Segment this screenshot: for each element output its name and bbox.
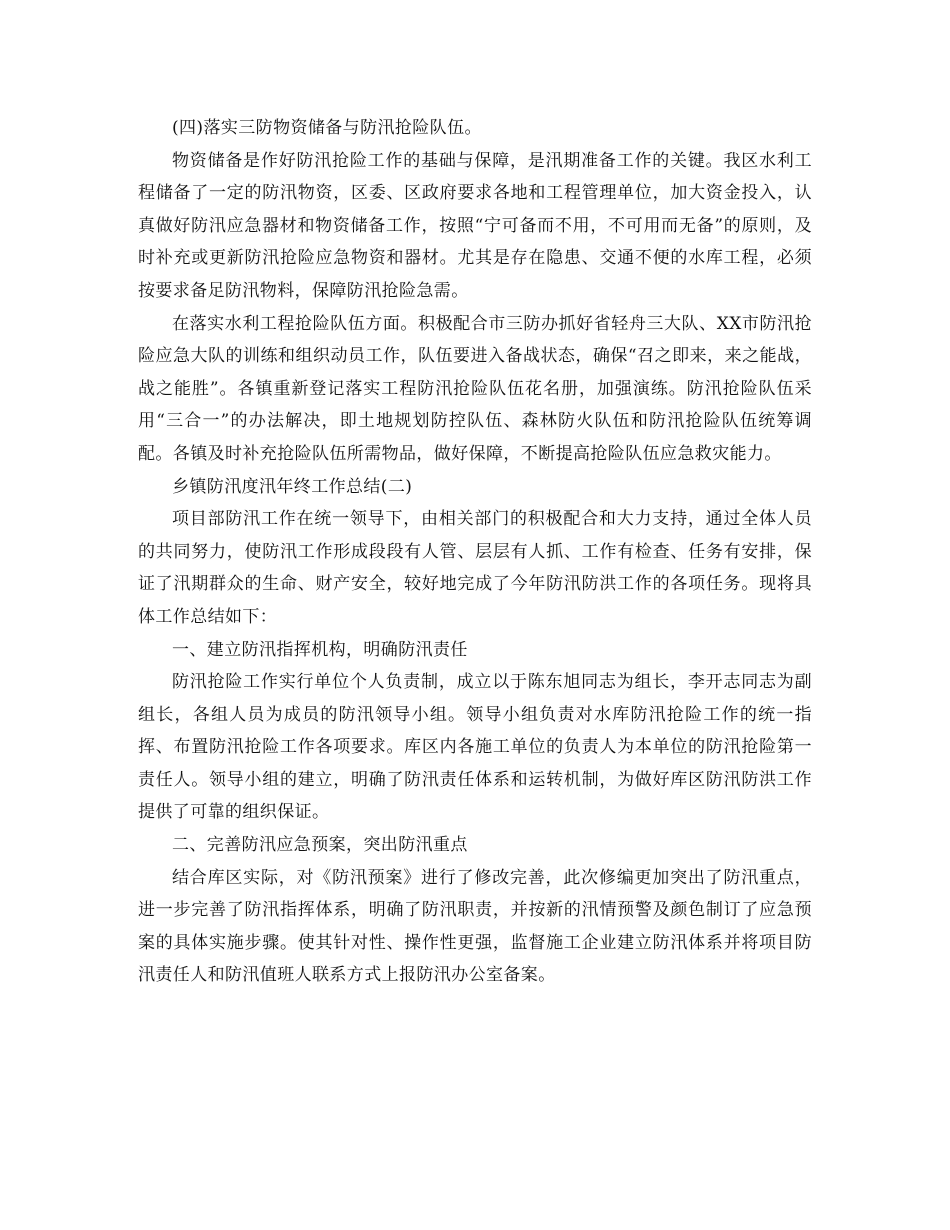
paragraph-command-structure: 防汛抢险工作实行单位个人负责制，成立以于陈东旭同志为组长，李开志同志为副组长，各组人员为成员的防汛领导小组。领导小组负责对水库防汛抢险工作的统一指挥、布置防汛抢险工作各项要求。库区内各施工单位的负责人为本单位的防汛抢险第一责任人。领导小组的建立，明确了防汛责任体系和运转机制，为做好库区防汛防洪工作提供了可靠的组织保证。 xyxy=(138,672,812,823)
paragraph-emergency-plan: 结合库区实际，对《防汛预案》进行了修改完善，此次修编更加突出了防汛重点，进一步完善了防汛指挥体系，明确了防汛职责，并按新的汛情预警及颜色制订了应急预案的具体实施步骤。使其针对性、操作性更强，监督施工企业建立防汛体系并将项目防汛责任人和防汛值班人联系方式上报防汛办公室备案。 xyxy=(138,867,812,986)
paragraph-intro: 项目部防汛工作在统一领导下，由相关部门的积极配合和大力支持，通过全体人员的共同努力，使防汛工作形成段段有人管、层层有人抓、工作有检查、任务有安排，保证了汛期群众的生命、财产安全，较好地完成了今年防汛防洪工作的各项任务。现将具体工作总结如下： xyxy=(138,509,812,627)
paragraph-materials-reserve: 物资储备是作好防汛抢险工作的基础与保障，是汛期准备工作的关键。我区水利工程储备了一定的防汛物资，区委、区政府要求各地和工程管理单位，加大资金投入，认真做好防汛应急器材和物资储备工作，按照“宁可备而不用，不可用而无备”的原则，及时补充或更新防汛抢险应急物资和器材。尤其是存在隐患、交通不便的水库工程，必须按要求备足防汛物料，保障防汛抢险急需。 xyxy=(138,150,812,301)
document-subtitle: 乡镇防汛度汛年终工作总结(二) xyxy=(172,476,413,497)
section-heading-emergency-plan: 二、完善防汛应急预案，突出防汛重点 xyxy=(172,835,468,856)
section-heading-command-structure: 一、建立防汛指挥机构，明确防汛责任 xyxy=(172,639,468,660)
paragraph-rescue-team: 在落实水利工程抢险队伍方面。积极配合市三防办抓好省轻舟三大队、XX市防汛抢险应急大队的训练和组织动员工作，队伍要进入备战状态，确保“召之即来，来之能战，战之能胜”。各镇重新登记落实工程防汛抢险队伍花名册，加强演练。防汛抢险队伍采用“三合一”的办法解决，即土地规划防控队伍、森林防火队伍和防汛抢险队伍统筹调配。各镇及时补充抢险队伍所需物品，做好保障，不断提高抢险队伍应急救灾能力。 xyxy=(138,313,812,464)
section-heading-materials-reserve: (四)落实三防物资储备与防汛抢险队伍。 xyxy=(172,118,482,138)
